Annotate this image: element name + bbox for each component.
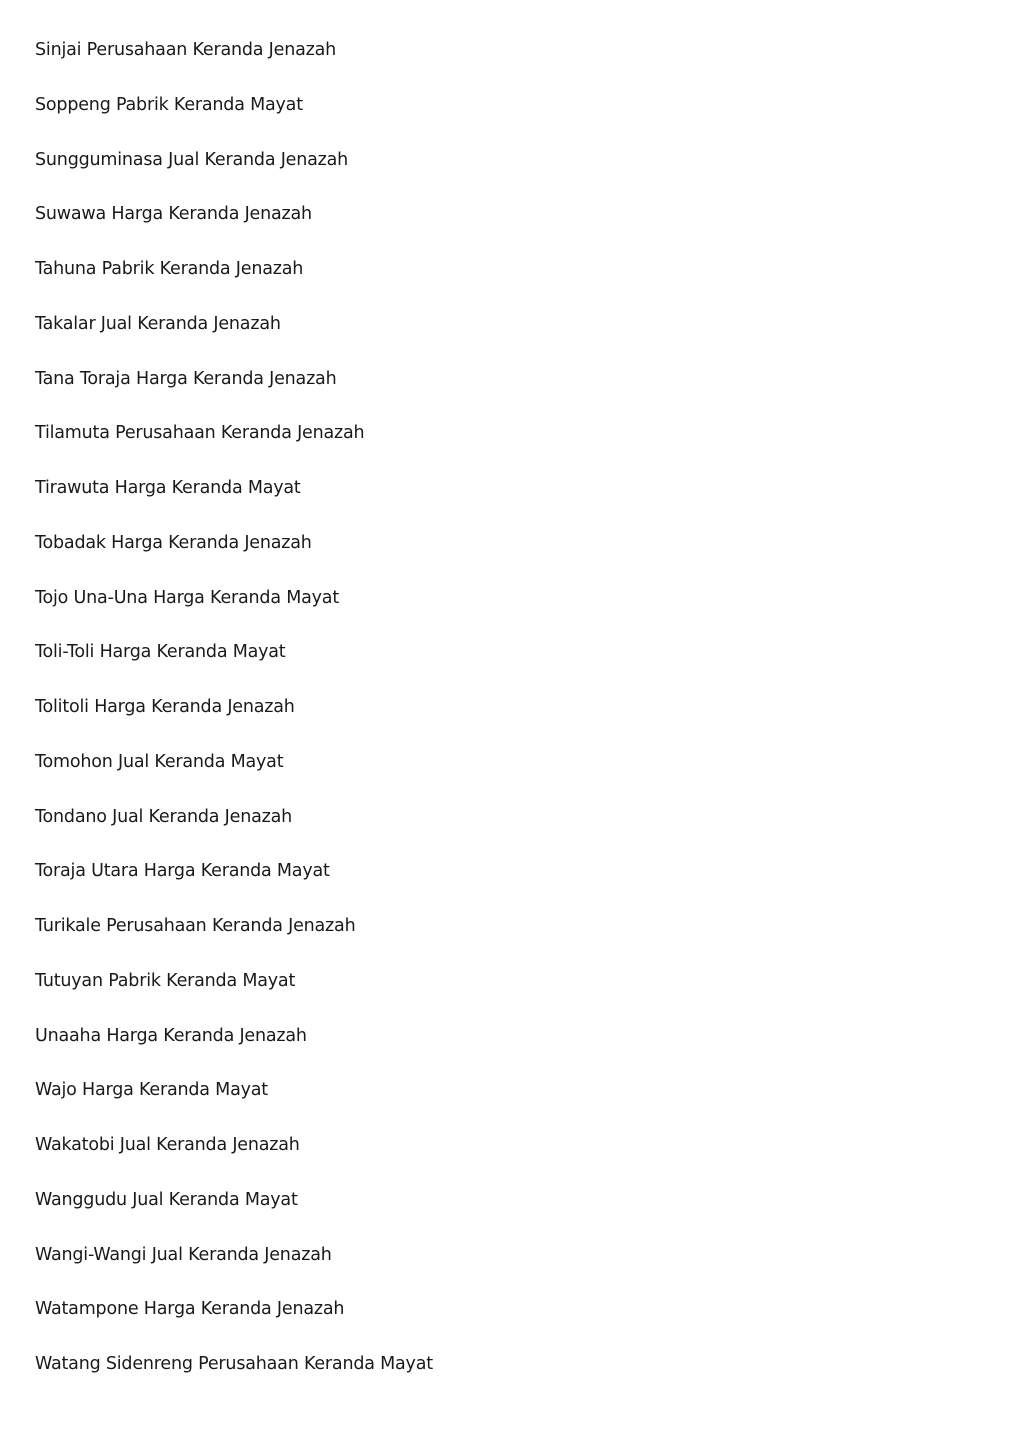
list-item: Tirawuta Harga Keranda Mayat — [35, 478, 301, 498]
list-item: Tolitoli Harga Keranda Jenazah — [35, 697, 295, 717]
list-item: Tondano Jual Keranda Jenazah — [35, 806, 293, 827]
list-item: Tomohon Jual Keranda Mayat — [35, 751, 284, 772]
list-item: Suwawa Harga Keranda Jenazah — [35, 204, 312, 225]
list-item: Wanggudu Jual Keranda Mayat — [35, 1189, 298, 1210]
list-item: Wakatobi Jual Keranda Jenazah — [35, 1135, 300, 1155]
list-item: Takalar Jual Keranda Jenazah — [35, 313, 281, 334]
list-item: Sinjai Perusahaan Keranda Jenazah — [35, 40, 337, 60]
list-item: Tobadak Harga Keranda Jenazah — [35, 532, 312, 553]
list-item: Wangi-Wangi Jual Keranda Jenazah — [35, 1244, 332, 1265]
list-item: Toli-Toli Harga Keranda Mayat — [35, 642, 286, 663]
list-item: Turikale Perusahaan Keranda Jenazah — [35, 916, 356, 936]
list-item: Soppeng Pabrik Keranda Mayat — [35, 94, 303, 115]
list-item: Tutuyan Pabrik Keranda Mayat — [35, 970, 296, 991]
list-item: Wajo Harga Keranda Mayat — [35, 1080, 268, 1101]
list-item: Watampone Harga Keranda Jenazah — [35, 1299, 345, 1320]
list-item: Sungguminasa Jual Keranda Jenazah — [35, 149, 349, 170]
list-item: Unaaha Harga Keranda Jenazah — [35, 1025, 307, 1046]
list-item: Tojo Una-Una Harga Keranda Mayat — [35, 587, 339, 608]
list-item: Tilamuta Perusahaan Keranda Jenazah — [35, 423, 365, 444]
list-item: Toraja Utara Harga Keranda Mayat — [35, 861, 330, 882]
list-item: Tahuna Pabrik Keranda Jenazah — [35, 259, 304, 279]
list-item: Tana Toraja Harga Keranda Jenazah — [35, 368, 337, 389]
location-list — [35, 36, 433, 1405]
list-item: Watang Sidenreng Perusahaan Keranda Mayat — [35, 1354, 433, 1374]
